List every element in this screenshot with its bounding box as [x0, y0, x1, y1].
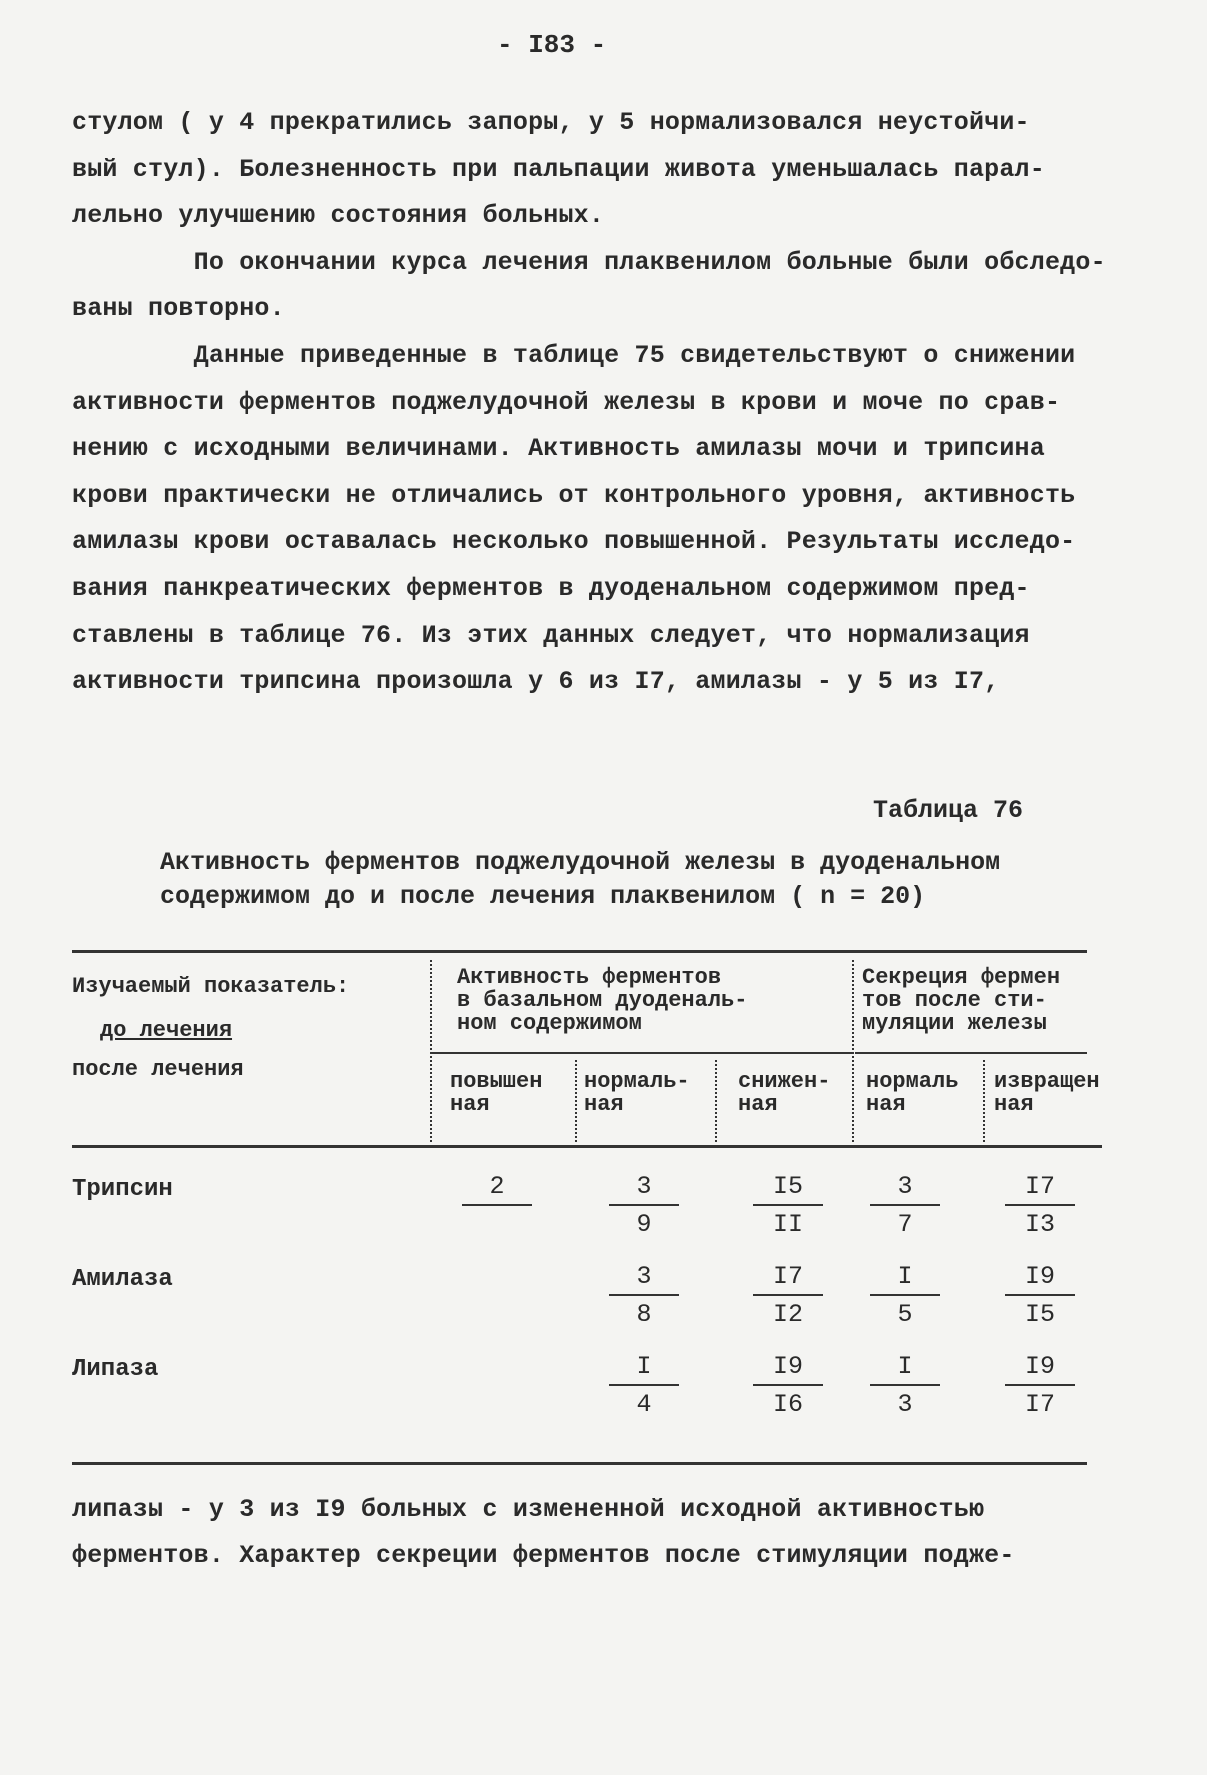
- table-header-rule: [72, 1145, 1102, 1148]
- column-separator: [430, 960, 432, 1142]
- table-cell-fraction: [609, 1262, 679, 1330]
- header-after-treatment: после лечения: [72, 1057, 244, 1082]
- table-cell-fraction: [870, 1262, 940, 1330]
- fraction-numerator: I9: [753, 1352, 823, 1386]
- paragraph-line: крови практически не отличались от контрольного уровня, активность: [72, 480, 1076, 510]
- page-number: - I83 -: [497, 30, 607, 60]
- column-separator: [852, 960, 854, 1142]
- table-cell-fraction: [462, 1172, 532, 1240]
- row-label: Липаза: [72, 1356, 159, 1383]
- paragraph-line: Данные приведенные в таблице 75 свидетельствуют о снижении: [72, 341, 1076, 370]
- table-cell-fraction: [870, 1352, 940, 1420]
- paragraph-line: вания панкреатических ферментов в дуоденальном содержимом пред-: [72, 574, 1030, 603]
- fraction-numerator: I: [870, 1262, 940, 1296]
- paragraph-line: стулом ( у 4 прекратились запоры, у 5 нормализовался неустойчи-: [72, 108, 1030, 137]
- fraction-denominator: 9: [636, 1210, 652, 1239]
- paragraph-line: лельно улучшению состояния больных.: [72, 201, 605, 231]
- table-cell-fraction: [1005, 1262, 1075, 1330]
- table-cell-fraction: [609, 1352, 679, 1420]
- header-col-decreased: снижен- ная: [738, 1069, 831, 1117]
- fraction-numerator: 3: [609, 1262, 679, 1296]
- fraction-numerator: I9: [1005, 1262, 1075, 1296]
- fraction-denominator: [462, 1206, 532, 1240]
- fraction-denominator: I5: [1024, 1300, 1055, 1329]
- fraction-numerator: I7: [1005, 1172, 1075, 1206]
- basal-group-rule: [432, 1052, 852, 1054]
- fraction-numerator: I5: [753, 1172, 823, 1206]
- table-title-line-2: содержимом до и после лечения плаквенилом ( n = 20): [160, 882, 926, 911]
- paragraph-line: активности ферментов поджелудочной железы в крови и моче по срав-: [72, 387, 1061, 417]
- table-cell-fraction: [1005, 1352, 1075, 1420]
- paragraph-line: По окончании курса лечения плаквенилом больные были обследо-: [72, 247, 1106, 277]
- header-before-treatment: до лечения: [100, 1018, 233, 1043]
- fraction-numerator: I: [609, 1352, 679, 1386]
- fraction-numerator: 3: [609, 1172, 679, 1206]
- footer-line: ферментов. Характер секреции ферментов после стимуляции подже-: [72, 1541, 1015, 1570]
- table-bottom-rule: [72, 1462, 1087, 1465]
- fraction-numerator: I: [870, 1352, 940, 1386]
- table-caption: Таблица 76: [873, 796, 1024, 825]
- header-col-increased: повышен ная: [450, 1069, 543, 1117]
- fraction-numerator: I9: [1005, 1352, 1075, 1386]
- paragraph-line: ставлены в таблице 76. Из этих данных следует, что нормализация: [72, 620, 1030, 650]
- column-separator: [715, 1060, 717, 1142]
- fraction-numerator: 3: [870, 1172, 940, 1206]
- table-cell-fraction: [1005, 1172, 1075, 1240]
- stim-group-rule: [855, 1052, 1087, 1054]
- paragraph-line: активности трипсина произошла у 6 из I7, амилазы - у 5 из I7,: [72, 667, 1000, 697]
- row-label: Трипсин: [72, 1176, 173, 1203]
- fraction-numerator: I7: [753, 1262, 823, 1296]
- header-col-stim-normal: нормаль ная: [866, 1069, 959, 1117]
- row-label: Амилаза: [72, 1266, 173, 1293]
- table-cell-fraction: [753, 1172, 823, 1240]
- fraction-denominator: I7: [1024, 1390, 1055, 1419]
- table-cell-fraction: [870, 1172, 940, 1240]
- paragraph-line: нению с исходными величинами. Активность амилазы мочи и трипсина: [72, 434, 1045, 464]
- header-basal-group: Активность ферментов в базальном дуоденаль- ном содержимом: [457, 965, 748, 1036]
- fraction-denominator: I3: [1024, 1210, 1055, 1239]
- fraction-denominator: I2: [772, 1300, 803, 1329]
- paragraph-line: ваны повторно.: [72, 294, 285, 324]
- table-cell-fraction: [609, 1172, 679, 1240]
- paragraph-line: амилазы крови оставалась несколько повышенной. Результаты исследо-: [72, 527, 1076, 557]
- fraction-denominator: 5: [897, 1300, 913, 1329]
- fraction-denominator: I6: [772, 1390, 803, 1419]
- column-separator: [575, 1060, 577, 1142]
- paragraph-line: вый стул). Болезненность при пальпации живота уменьшалась парал-: [72, 154, 1045, 184]
- fraction-denominator: 4: [636, 1390, 652, 1419]
- table-cell-fraction: [753, 1352, 823, 1420]
- header-stimulation-group: Секреция фермен тов после сти- муляции железы: [862, 965, 1061, 1036]
- fraction-denominator: 8: [636, 1300, 652, 1329]
- header-col-normal: нормаль- ная: [584, 1069, 690, 1117]
- column-separator: [983, 1060, 985, 1142]
- table-top-rule: [72, 950, 1087, 953]
- footer-line: липазы - у 3 из I9 больных с измененной исходной активностью: [72, 1495, 985, 1524]
- header-col-stim-altered: извращен ная: [994, 1069, 1100, 1117]
- header-indicator: Изучаемый показатель:: [72, 974, 350, 999]
- fraction-denominator: 7: [897, 1210, 913, 1239]
- fraction-denominator: II: [772, 1210, 803, 1239]
- fraction-denominator: 3: [897, 1390, 913, 1419]
- table-cell-fraction: [753, 1262, 823, 1330]
- fraction-numerator: 2: [462, 1172, 532, 1206]
- table-title-line-1: Активность ферментов поджелудочной железы в дуоденальном: [160, 848, 1001, 877]
